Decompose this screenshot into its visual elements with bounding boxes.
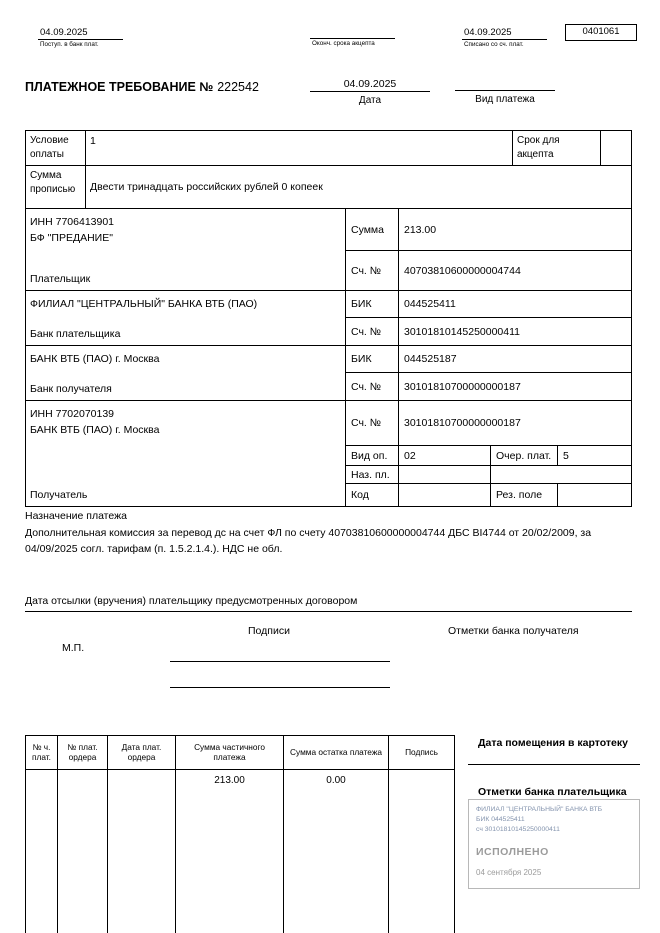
payer-inn: ИНН 7706413901	[30, 216, 115, 228]
document-date: 04.09.2025	[310, 78, 430, 92]
purpose-code-label: Наз. пл.	[346, 466, 399, 483]
column-signature	[389, 736, 454, 933]
column-order-number	[58, 736, 108, 933]
beneficiary-bank-account-label: Сч. №	[346, 373, 399, 400]
payer-bank-name: ФИЛИАЛ "ЦЕНТРАЛЬНЫЙ" БАНКА ВТБ (ПАО)	[30, 298, 258, 310]
beneficiary-bank-requisites	[346, 346, 631, 400]
payer-account-label: Сч. №	[346, 251, 399, 290]
operation-kind-row	[346, 446, 631, 466]
amount-words-label: Сумма прописью	[26, 166, 86, 208]
code-label: Код	[346, 484, 399, 506]
stamp-bik: БИК 044525411	[476, 816, 525, 824]
beneficiary-section-label: Получатель	[30, 488, 88, 501]
beneficiary-bank-account-value: 30101810700000000187	[404, 380, 521, 393]
card-index-date-line	[468, 764, 640, 765]
operation-kind-value: 02	[399, 446, 491, 465]
column-remaining-amount	[284, 736, 389, 933]
dispatch-date-label: Дата отсылки (вручения) плательщику предусмотренных договором	[25, 595, 358, 607]
beneficiary-bank-bik-value: 044525187	[404, 353, 457, 365]
payer-account-row	[346, 251, 631, 290]
beneficiary-account-label: Сч. №	[346, 401, 399, 445]
beneficiary-bank-section-label: Банк получателя	[30, 382, 112, 395]
beneficiary-bank-bik-label: БИК	[346, 346, 399, 372]
payer-bank-marks-label: Отметки банка плательщика	[478, 786, 627, 798]
purpose-code-spacer	[491, 466, 631, 483]
payment-kind-field	[455, 78, 555, 105]
beneficiary-account-value: 30101810700000000187	[404, 417, 521, 429]
payer-name: БФ "ПРЕДАНИЕ"	[30, 232, 113, 245]
header-signature: Подпись	[389, 736, 454, 770]
reserve-field-value	[558, 484, 631, 506]
operation-kind-label: Вид оп.	[346, 446, 399, 465]
cell-part-number	[26, 770, 57, 775]
beneficiary-inn: ИНН 7702070139	[30, 408, 115, 420]
reserve-field-label: Рез. поле	[491, 484, 558, 506]
payer-cell	[26, 209, 346, 290]
dispatch-date-line	[25, 611, 632, 612]
signatures-label: Подписи	[248, 625, 290, 637]
cell-signature	[389, 770, 454, 775]
payment-condition-label: Условие оплаты	[26, 131, 86, 165]
purpose-code-value	[399, 466, 491, 483]
cell-remaining-amount: 0.00	[326, 775, 346, 786]
document-number: 222542	[217, 80, 259, 94]
amount-words-row	[26, 166, 631, 209]
beneficiary-requisites	[346, 401, 631, 506]
bank-stamp	[468, 799, 640, 889]
payment-kind-value	[455, 78, 555, 91]
payer-bank-bik-row	[346, 291, 631, 318]
written-off-field	[462, 27, 547, 48]
header-order-number: № плат. ордера	[58, 736, 107, 770]
received-date: 04.09.2025	[38, 27, 123, 40]
payer-bank-row	[26, 291, 631, 346]
header-remaining-amount: Сумма остатка платежа	[284, 736, 388, 770]
payment-order-value: 5	[563, 449, 569, 462]
payer-amount-block	[346, 209, 631, 290]
accept-term-label: Срок для акцепта	[513, 131, 601, 165]
amount-row	[346, 209, 631, 251]
stamp-bank-name: ФИЛИАЛ "ЦЕНТРАЛЬНЫЙ" БАНКА ВТБ	[476, 806, 603, 813]
payer-row	[26, 209, 631, 291]
received-date-label: Поступ. в банк плат.	[40, 41, 99, 48]
payer-bank-requisites	[346, 291, 631, 345]
document-title	[25, 80, 259, 94]
payment-order-label: Очер. плат.	[491, 446, 558, 465]
code-row	[346, 484, 631, 506]
stamp-place-label: М.П.	[62, 642, 85, 654]
condition-row	[26, 131, 631, 166]
written-off-date: 04.09.2025	[462, 27, 547, 40]
document-title-text: ПЛАТЕЖНОЕ ТРЕБОВАНИЕ №	[25, 80, 214, 94]
cell-order-number	[58, 770, 107, 775]
column-order-date	[108, 736, 176, 933]
column-part-number	[26, 736, 58, 933]
stamp-status: ИСПОЛНЕНО	[476, 845, 549, 858]
amount-value: 213.00	[404, 223, 437, 236]
signature-line-2	[170, 687, 390, 688]
beneficiary-row	[26, 401, 631, 506]
payer-section-label: Плательщик	[30, 272, 91, 285]
payer-bank-bik-label: БИК	[346, 291, 399, 317]
written-off-label: Списано со сч. плат.	[464, 41, 524, 48]
payer-bank-cell	[26, 291, 346, 345]
beneficiary-bank-cell	[26, 346, 346, 400]
beneficiary-bank-bik-row	[346, 346, 631, 373]
payment-purpose-label: Назначение платежа	[25, 510, 127, 522]
cell-partial-amount: 213.00	[214, 775, 245, 786]
beneficiary-name: БАНК ВТБ (ПАО) г. Москва	[30, 424, 160, 437]
document-date-field	[310, 78, 430, 106]
beneficiary-account-row	[346, 401, 631, 446]
received-in-bank-field	[38, 27, 123, 48]
card-index-date-label: Дата помещения в картотеку	[478, 737, 628, 749]
accept-deadline-field	[310, 27, 395, 47]
form-code-box: 0401061	[565, 24, 637, 41]
code-value	[399, 484, 491, 506]
beneficiary-cell	[26, 401, 346, 506]
payer-bank-bik-value: 044525411	[404, 298, 456, 310]
cell-order-date	[108, 770, 175, 775]
payer-bank-account-row	[346, 318, 631, 345]
beneficiary-bank-row	[26, 346, 631, 401]
payment-kind-label: Вид платежа	[475, 94, 535, 105]
amount-label: Сумма	[346, 209, 399, 250]
header-order-date: Дата плат. ордера	[108, 736, 175, 770]
stamp-account: сч 30101810145250000411	[476, 826, 560, 834]
accept-deadline-value	[310, 27, 395, 39]
beneficiary-bank-name: БАНК ВТБ (ПАО) г. Москва	[30, 353, 160, 365]
stamp-date: 04 сентября 2025	[476, 867, 542, 877]
accept-deadline-label: Оконч. срока акцепта	[312, 40, 375, 47]
accept-term-value	[601, 131, 631, 165]
payer-bank-section-label: Банк плательщика	[30, 327, 121, 340]
amount-words-value: Двести тринадцать российских рублей 0 копеек	[90, 180, 323, 193]
payer-account-value: 40703810600000004744	[404, 264, 521, 277]
beneficiary-bank-account-row	[346, 373, 631, 400]
partial-payments-table	[25, 735, 455, 933]
receiver-bank-marks-label: Отметки банка получателя	[448, 625, 579, 637]
payment-purpose-text: Дополнительная комиссия за перевод дс на счет ФЛ по счету 40703810600000004744 ДБС ВI4744 от 20/02/2009, за 04/09/2025 согл. тарифам (п. 1.5.2.1.4.). НДС не обл.	[25, 527, 592, 555]
requisites-table	[25, 130, 632, 507]
purpose-code-row	[346, 466, 631, 484]
header-partial-amount: Сумма частичного платежа	[176, 736, 283, 770]
document-date-label: Дата	[358, 95, 382, 106]
payer-bank-account-value: 30101810145250000411	[404, 325, 521, 338]
column-partial-amount	[176, 736, 284, 933]
signature-line-1	[170, 661, 390, 662]
payment-condition-value: 1	[86, 131, 513, 165]
header-part-number: № ч. плат.	[26, 736, 57, 770]
payer-bank-account-label: Сч. №	[346, 318, 399, 345]
